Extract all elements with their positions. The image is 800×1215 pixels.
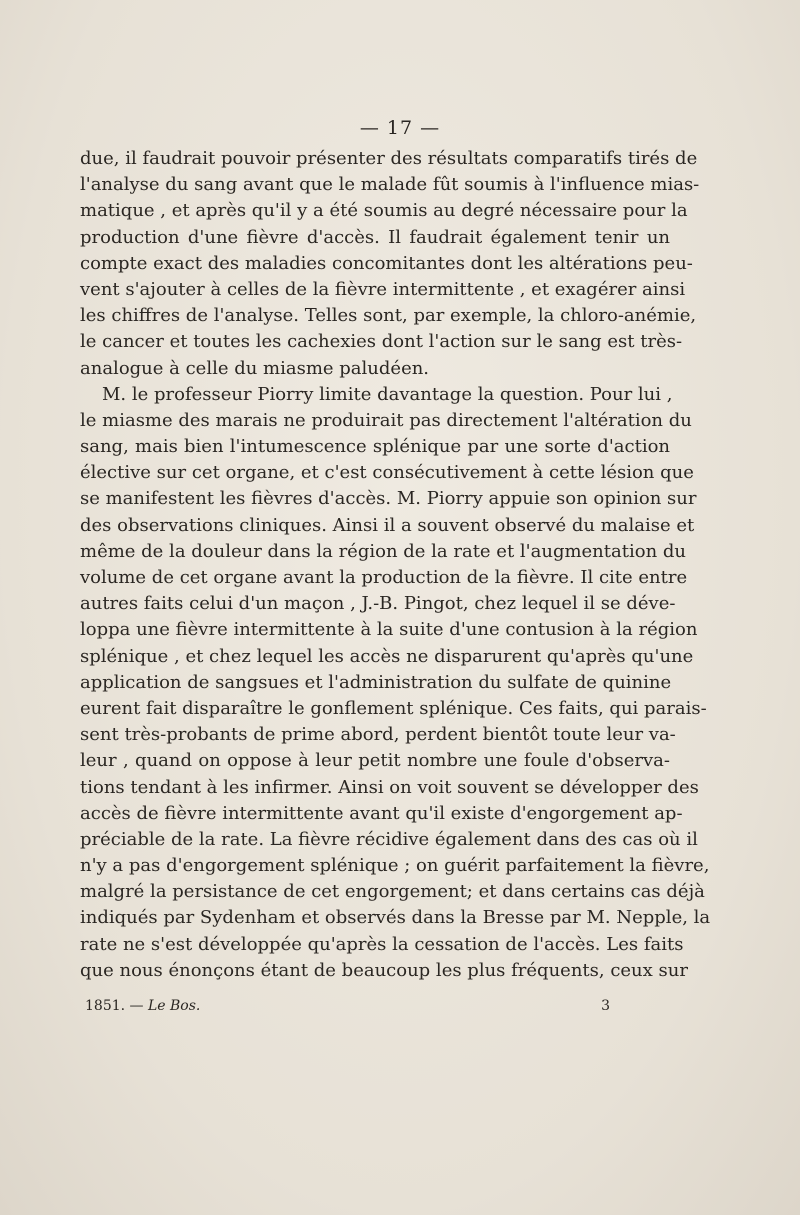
text-line: malgré la persistance de cet engorgement; et dans certains cas déjà [80, 881, 705, 903]
text-line: autres faits celui d'un maçon , J.-B. Pingot, chez lequel il se déve- [80, 593, 676, 615]
signature-mark: 3 [601, 998, 610, 1014]
text-line: splénique , et chez lequel les accès ne disparurent qu'après qu'une [80, 645, 694, 667]
text-line: M. le professeur Piorry limite davantage la question. Pour lui , [102, 383, 673, 405]
footer-year: 1851. — [85, 998, 144, 1014]
text-line: volume de cet organe avant la production de la fièvre. Il cite entre [80, 567, 688, 588]
text-line: des observations cliniques. Ainsi il a souvent observé du malaise et [80, 514, 695, 536]
text-line: le miasme des marais ne produirait pas directement l'altération du [80, 409, 692, 431]
text-line: rate ne s'est développée qu'après la cessation de l'accès. Les faits [80, 933, 684, 955]
text-line: leur , quand on oppose à leur petit nombre une foule d'observa- [80, 750, 670, 772]
text-line: le cancer et toutes les cachexies dont l'action sur le sang est très- [80, 331, 683, 353]
text-line: vent s'ajouter à celles de la fièvre intermittente , et exagérer ainsi [80, 278, 686, 300]
page-number: — 17 — [359, 117, 441, 139]
text-line: indiqués par Sydenham et observés dans la Bresse par M. Nepple, la [80, 907, 711, 929]
text-line: que nous énonçons étant de beaucoup les plus fréquents, ceux sur [80, 959, 688, 981]
text-line: due, il faudrait pouvoir présenter des résultats comparatifs tirés de [80, 148, 698, 169]
text-line: analogue à celle du miasme paludéen. [80, 357, 430, 379]
text-line: application de sangsues et l'administration du sulfate de quinine [80, 671, 672, 693]
text-line: sang, mais bien l'intumescence splénique par une sorte d'action [80, 436, 670, 458]
text-line: sent très-probants de prime abord, perdent bientôt toute leur va- [80, 724, 676, 746]
text-line: production d'une fièvre d'accès. Il faudrait également tenir un [80, 226, 670, 248]
text-line: n'y a pas d'engorgement splénique ; on guérit parfaitement la fièvre, [80, 855, 710, 877]
text-line: compte exact des maladies concomitantes dont les altérations peu- [80, 252, 693, 274]
text-line: matique , et après qu'il y a été soumis au degré nécessaire pour la [80, 200, 688, 222]
text-line: préciable de la rate. La fièvre récidive également dans des cas où il [80, 828, 698, 850]
text-line: l'analyse du sang avant que le malade fût soumis à l'influence mias- [80, 174, 700, 196]
footer-author: Le Bos. [147, 998, 201, 1014]
text-line: tions tendant à les infirmer. Ainsi on voit souvent se développer des [80, 776, 699, 798]
body-text [80, 146, 711, 984]
text-line: même de la douleur dans la région de la rate et l'augmentation du [80, 540, 686, 562]
text-line: accès de fièvre intermittente avant qu'il existe d'engorgement ap- [80, 802, 683, 824]
text-line: élective sur cet organe, et c'est consécutivement à cette lésion que [80, 462, 694, 484]
text-line: loppa une fièvre intermittente à la suite d'une contusion à la région [80, 619, 698, 641]
text-line: les chiffres de l'analyse. Telles sont, par exemple, la chloro-anémie, [80, 305, 697, 327]
text-line: eurent fait disparaître le gonflement splénique. Ces faits, qui parais- [80, 697, 707, 719]
text-line: se manifestent les fièvres d'accès. M. Piorry appuie son opinion sur [80, 488, 697, 510]
footer [85, 998, 610, 1014]
